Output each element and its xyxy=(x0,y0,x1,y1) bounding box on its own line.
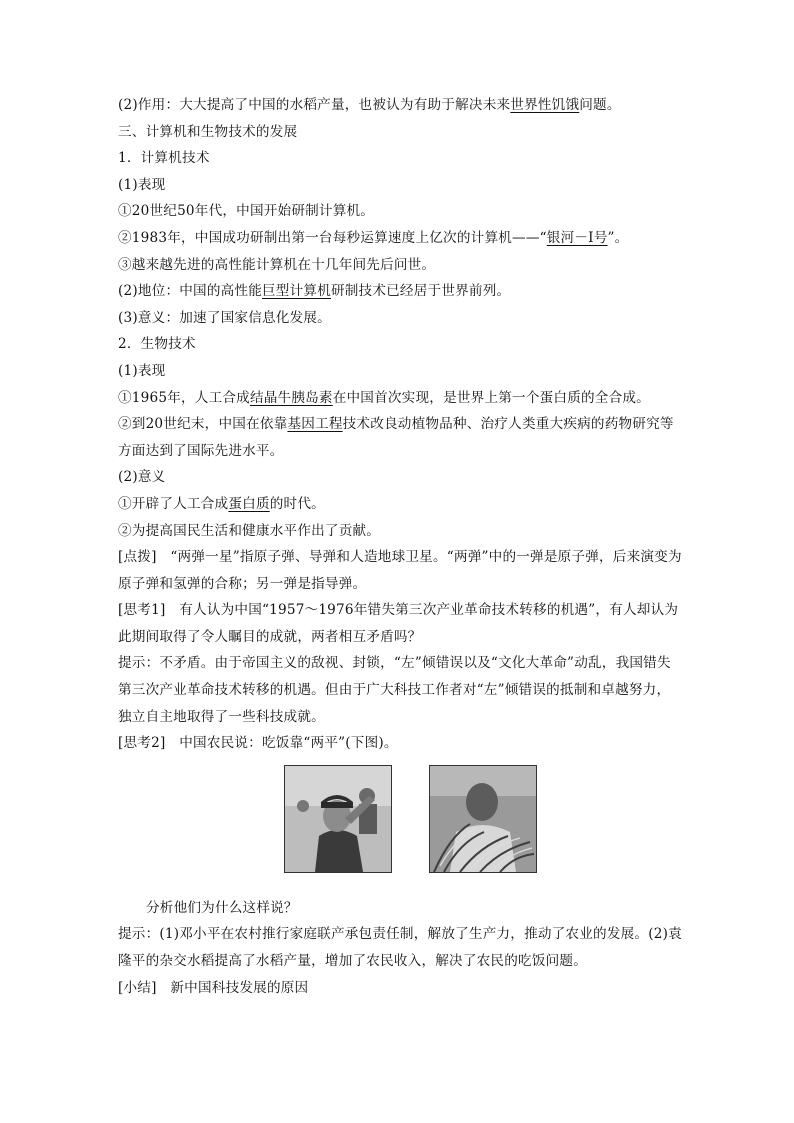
photo-row xyxy=(118,765,684,889)
computer-item-1: ①20世纪50年代，中国开始研制计算机。 xyxy=(118,203,375,220)
biotech-item-1: ①1965年，人工合成结晶牛胰岛素在中国首次实现，是世界上第一个蛋白质的全合成。 xyxy=(118,389,650,406)
underlined-term: 世界性饥饿 xyxy=(510,97,580,113)
biotech-performance-label: (1)表现 xyxy=(118,362,166,379)
computer-status: (2)地位：中国的高性能巨型计算机研制技术已经居于世界前列。 xyxy=(118,283,511,300)
subsection-computer-heading: 1．计算机技术 xyxy=(118,150,210,167)
underlined-term: 结晶牛胰岛素 xyxy=(249,389,333,406)
biotech-meaning-2: ②为提高国民生活和健康水平作出了贡献。 xyxy=(118,522,381,539)
underlined-term: 银河－Ⅰ号 xyxy=(546,229,608,246)
subsection-biotech-heading: 2．生物技术 xyxy=(118,336,196,353)
analysis-question: 分析他们为什么这样说？ xyxy=(146,899,298,916)
biotech-meaning-1: ①开辟了人工合成蛋白质的时代。 xyxy=(118,495,325,512)
biotech-significance-label: (2)意义 xyxy=(118,469,166,486)
section-heading: 三、计算机和生物技术的发展 xyxy=(118,123,298,140)
tip-paragraph: [点拨] “两弹一星”指原子弹、导弹和人造地球卫星。“两弹”中的一弹是原子弹，后来演变为原子弹和氢弹的合称；另一弹是指导弹。 xyxy=(118,549,682,592)
biotech-item-2: ②到20世纪末，中国在依靠基因工程技术改良动植物品种、治疗人类重大疾病的药物研究等方面达到了国际先进水平。 xyxy=(118,416,674,459)
yuan-longping-photo xyxy=(429,765,537,873)
think-2-hint: 提示：(1)邓小平在农村推行家庭联产承包责任制，解放了生产力，推动了农业的发展。(2)袁隆平的杂交水稻提高了水稻产量，增加了农民收入，解决了农民的吃饭问题。 xyxy=(118,926,682,970)
deng-xiaoping-photo xyxy=(284,765,392,873)
think-1-hint: 提示：不矛盾。由于帝国主义的敌视、封锁，“左”倾错误以及“文化大革命”动乱，我国错失第三次产业革命技术转移的机遇。但由于广大科技工作者对“左”倾错误的抵制和卓越努力，独立自主地取得了一些科技成就。 xyxy=(118,655,671,725)
underlined-term: 蛋白质 xyxy=(228,495,270,512)
computer-item-2: ②1983年，中国成功研制出第一台每秒运算速度上亿次的计算机——“银河－Ⅰ号”。 xyxy=(118,229,629,246)
think-2-question: [思考2] 中国农民说：吃饭靠“两平”(下图)。 xyxy=(118,735,398,752)
document-body xyxy=(118,92,684,1001)
function-paragraph: (2)作用：大大提高了中国的水稻产量，也被认为有助于解决未来世界性饥饿问题。 xyxy=(118,97,621,113)
summary-heading: [小结] 新中国科技发展的原因 xyxy=(118,979,309,996)
computer-item-3: ③越来越先进的高性能计算机在十几年间先后问世。 xyxy=(118,256,436,273)
underlined-term: 巨型计算机 xyxy=(262,283,331,300)
think-1-question: [思考1] 有人认为中国“1957～1976年错失第三次产业革命技术转移的机遇”，有人却认为此期间取得了令人瞩目的成就，两者相互矛盾吗？ xyxy=(118,602,679,645)
underlined-term: 基因工程 xyxy=(287,416,343,433)
computer-performance-label: (1)表现 xyxy=(118,176,166,193)
computer-significance: (3)意义：加速了国家信息化发展。 xyxy=(118,309,331,326)
